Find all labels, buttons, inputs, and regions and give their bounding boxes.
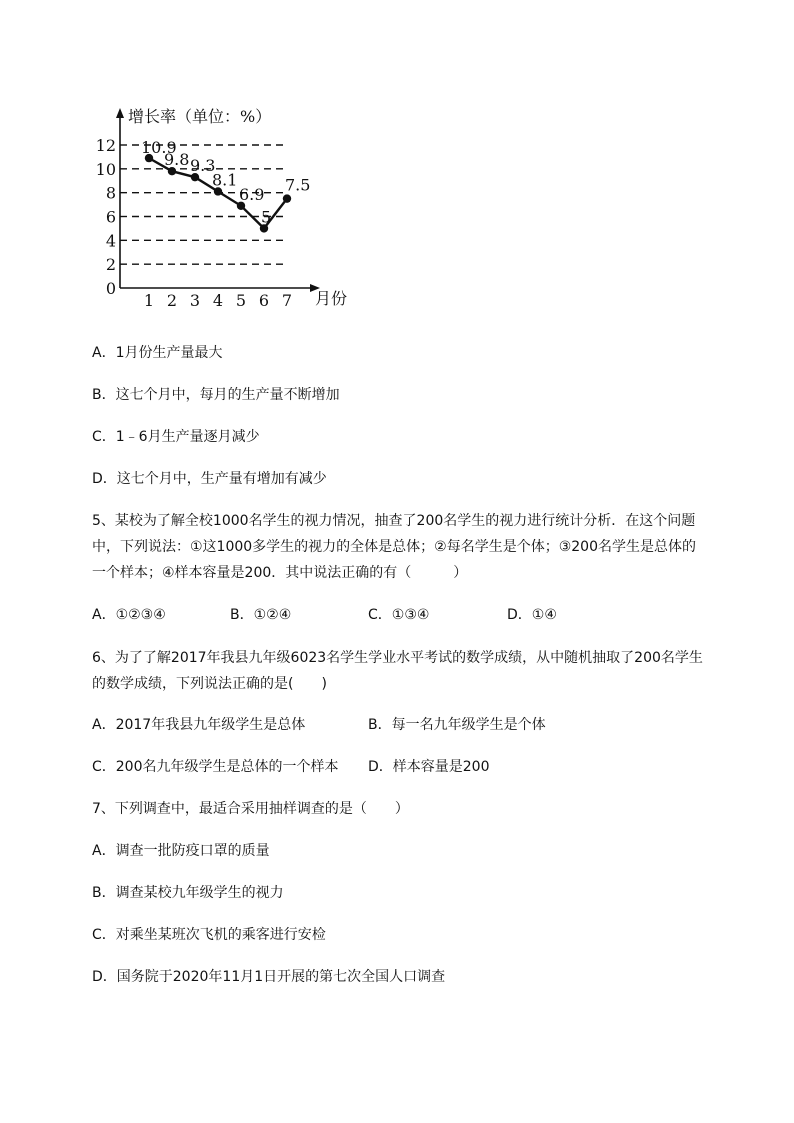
data-label-2: 9.8 [164, 150, 190, 170]
x-tick-label-3: 3 [189, 291, 201, 310]
x-tick-label-5: 5 [235, 291, 247, 310]
q5-option-d: D．①④ [507, 607, 557, 623]
data-label-1: 10.9 [141, 138, 177, 158]
growth-rate-line-chart [90, 100, 370, 322]
x-tick-label-4: 4 [212, 291, 224, 310]
x-axis-label: 月份 [315, 289, 348, 308]
q5-option-a: A．①②③④ [92, 607, 166, 623]
q6-stem-line-1: 6、为了了解2017年我县九年级6023名学生学业水平考试的数学成绩，从中随机抽取了200名学生 [92, 650, 703, 666]
q5-stem-line-1: 5、某校为了解全校1000名学生的视力情况，抽查了200名学生的视力进行统计分析．在这个问题 [92, 513, 696, 529]
y-tick-label-10: 10 [95, 159, 116, 179]
data-point-7 [283, 194, 291, 202]
data-label-6: 5 [261, 207, 272, 227]
data-label-4: 8.1 [212, 170, 238, 190]
q4-option-b: B．这七个月中，每月的生产量不断增加 [92, 387, 340, 403]
data-label-3: 9.3 [190, 156, 216, 176]
q7-option-b: B．调查某校九年级学生的视力 [92, 885, 284, 901]
q4-option-d: D．这七个月中，生产量有增加有减少 [92, 471, 327, 487]
data-label-5: 6.9 [239, 184, 265, 204]
q5-stem-line-3: 一个样本；④样本容量是200．其中说法正确的有（ ） [92, 565, 468, 581]
q4-option-a: A．1月份生产量最大 [92, 345, 223, 361]
x-tick-label-2: 2 [166, 291, 178, 310]
y-tick-label-4: 4 [105, 231, 116, 251]
q6-option-b: B．每一名九年级学生是个体 [368, 717, 546, 733]
data-labels [141, 138, 310, 226]
x-tick-label-1: 1 [143, 291, 155, 310]
y-tick-labels [96, 136, 116, 298]
q7-option-a: A．调查一批防疫口罩的质量 [92, 843, 270, 859]
q7-option-c: C．对乘坐某班次飞机的乘客进行安检 [92, 927, 326, 943]
q6-stem-line-2: 的数学成绩，下列说法正确的是( ) [92, 676, 327, 692]
q6-option-d: D．样本容量是200 [368, 759, 490, 775]
x-tick-label-7: 7 [281, 291, 293, 310]
q6-option-a: A．2017年我县九年级学生是总体 [92, 717, 306, 733]
y-axis-arrow [116, 108, 124, 118]
y-tick-label-6: 6 [105, 207, 116, 227]
q4-option-c: C．1﹣6月生产量逐月减少 [92, 429, 260, 445]
q7-stem: 7、下列调查中，最适合采用抽样调查的是（ ） [92, 801, 409, 817]
x-tick-label-6: 6 [258, 291, 270, 310]
y-tick-label-8: 8 [105, 183, 116, 203]
x-tick-labels [144, 291, 292, 310]
q5-stem-line-2: 中，下列说法：①这1000多学生的视力的全体是总体；②每名学生是个体；③200名学生是总体的 [92, 539, 697, 555]
y-axis-label: 增长率（单位：%） [128, 107, 272, 126]
y-tick-label-0: 0 [105, 279, 116, 298]
data-label-7: 7.5 [285, 175, 311, 195]
y-tick-label-2: 2 [105, 255, 116, 275]
y-tick-label-12: 12 [95, 136, 116, 155]
q7-option-d: D．国务院于2020年11月1日开展的第七次全国人口调查 [92, 969, 446, 985]
q5-option-b: B．①②④ [230, 607, 292, 623]
q6-option-c: C．200名九年级学生是总体的一个样本 [92, 759, 339, 775]
q5-option-c: C．①③④ [368, 607, 430, 623]
